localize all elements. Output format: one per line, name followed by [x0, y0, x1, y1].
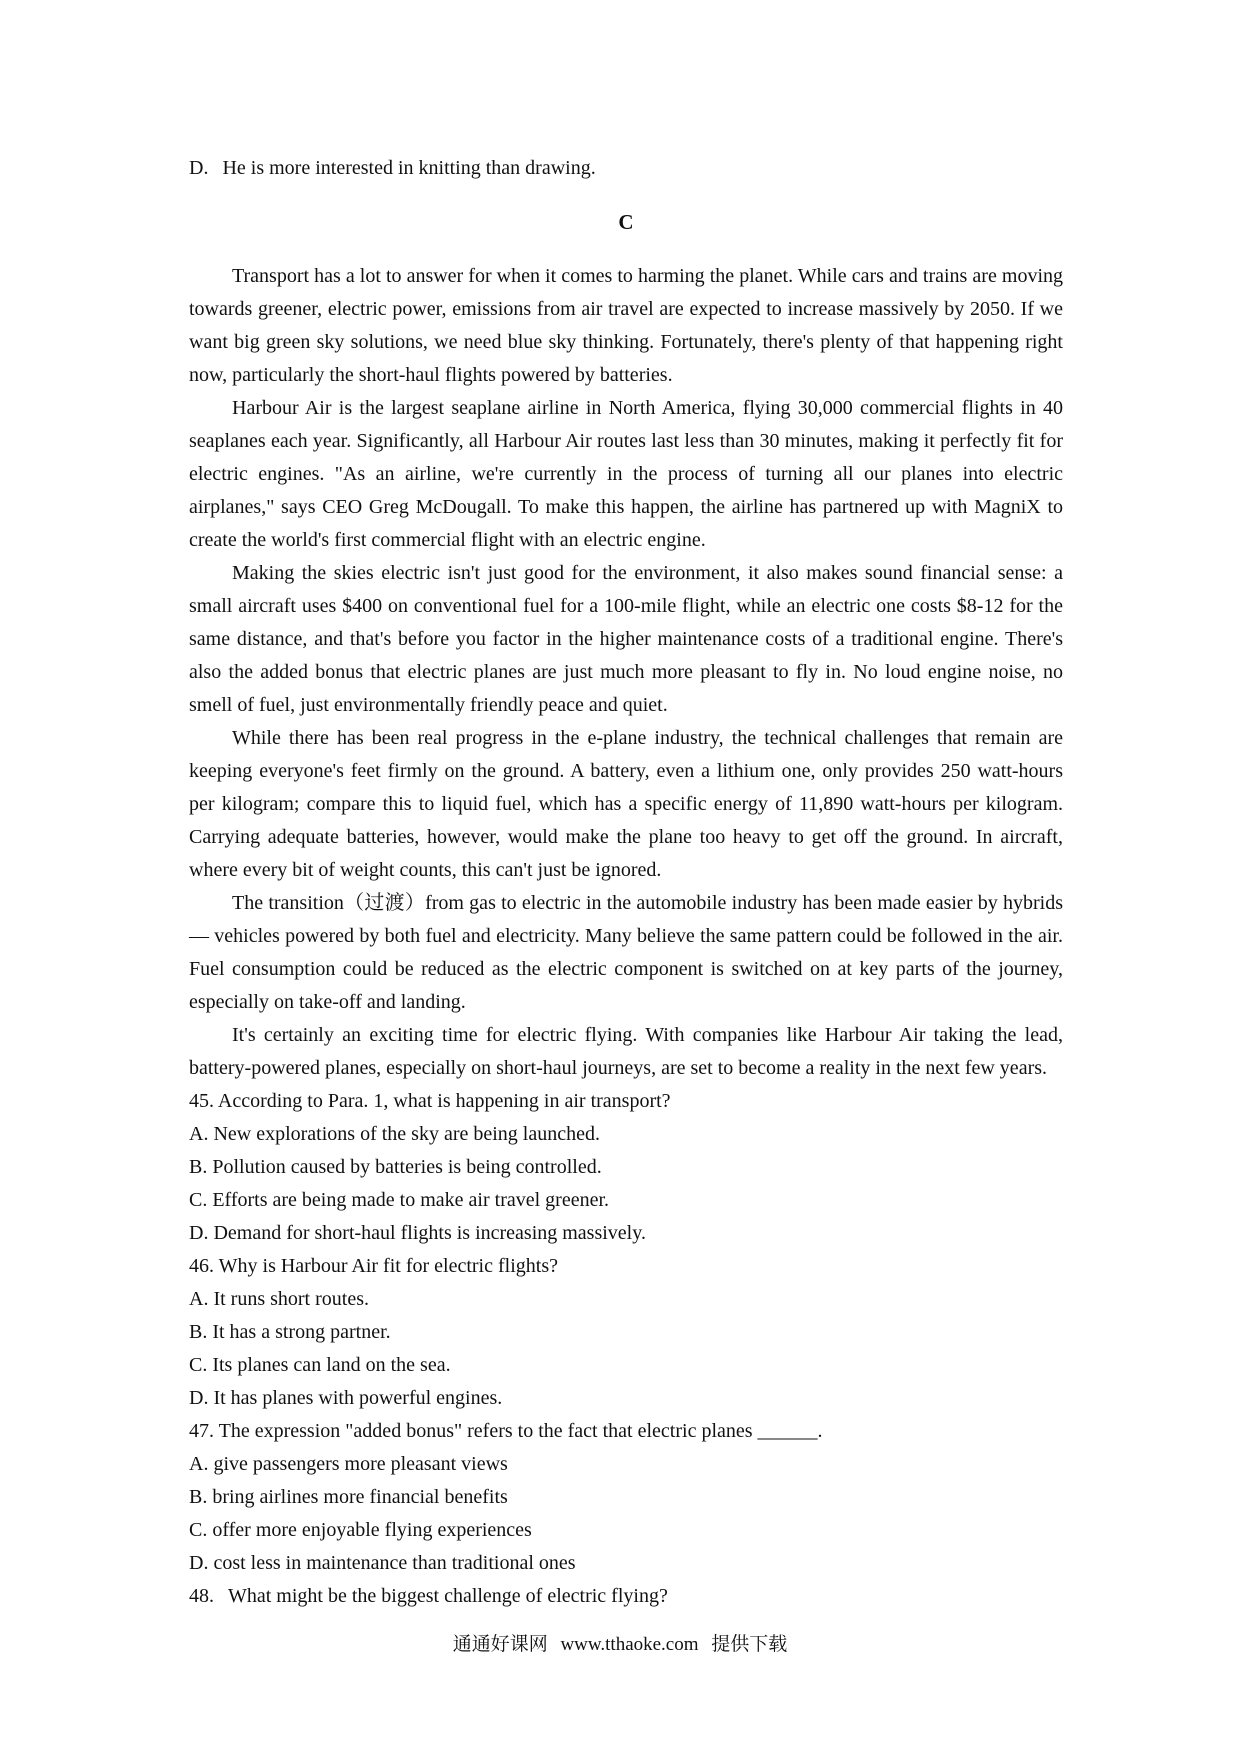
question-45 — [189, 1085, 1063, 1250]
paragraph-5: The transition（过渡）from gas to electric in the automobile industry has been made easier by hybrids — vehicles powered by both fuel and electricity. Many believe the same pattern could be followed in the air. Fuel consumption could be reduced as the electric component is switched on at key parts of the journey, especially on take-off and landing. — [189, 892, 1063, 1013]
question-option: C. offer more enjoyable flying experiences — [189, 1519, 532, 1541]
question-option: D. It has planes with powerful engines. — [189, 1387, 503, 1409]
question-option: C. Efforts are being made to make air travel greener. — [189, 1189, 610, 1211]
footer-download-text: 提供下载 — [711, 1634, 788, 1655]
page-footer — [0, 1633, 1240, 1657]
paragraph-1: Transport has a lot to answer for when it comes to harming the planet. While cars and trains are moving towards greener, electric power, emissions from air travel are expected to increase massively by 2050. If we want big green sky solutions, we need blue sky thinking. Fortunately, there's plenty of that happening right now, particularly the short-haul flights powered by batteries. — [189, 265, 1063, 386]
paragraph-6: It's certainly an exciting time for electric flying. With companies like Harbour Air taking the lead, battery-powered planes, especially on short-haul journeys, are set to become a reality in the next few years. — [189, 1024, 1063, 1079]
question-text: What might be the biggest challenge of electric flying? — [228, 1585, 668, 1607]
question-option: A. New explorations of the sky are being launched. — [189, 1123, 600, 1145]
carry-over-option — [189, 152, 1063, 185]
document-content — [189, 152, 1063, 1613]
question-option: D. cost less in maintenance than traditional ones — [189, 1552, 576, 1574]
question-option: A. It runs short routes. — [189, 1288, 369, 1310]
question-stem: 45. According to Para. 1, what is happening in air transport? — [189, 1090, 671, 1112]
question-option: A. give passengers more pleasant views — [189, 1453, 508, 1475]
question-number: 48. — [189, 1585, 214, 1607]
question-stem: 47. The expression "added bonus" refers to the fact that electric planes ______. — [189, 1420, 823, 1442]
question-stem: 46. Why is Harbour Air fit for electric flights? — [189, 1255, 558, 1277]
section-title: C — [618, 210, 634, 234]
question-option: C. Its planes can land on the sea. — [189, 1354, 451, 1376]
option-text: He is more interested in knitting than drawing. — [222, 157, 596, 179]
footer-site-name: 通通好课网 — [452, 1634, 548, 1655]
question-47 — [189, 1415, 1063, 1580]
paragraph-2: Harbour Air is the largest seaplane airline in North America, flying 30,000 commercial flights in 40 seaplanes each year. Significantly, all Harbour Air routes last less than 30 minutes, making it perfectly fit for electric engines. "As an airline, we're currently in the process of turning all our planes into electric airplanes," says CEO Greg McDougall. To make this happen, the airline has partnered up with MagniX to create the world's first commercial flight with an electric engine. — [189, 397, 1063, 551]
question-option: B. It has a strong partner. — [189, 1321, 391, 1343]
question-option: D. Demand for short-haul flights is increasing massively. — [189, 1222, 646, 1244]
paragraph-4: While there has been real progress in the e-plane industry, the technical challenges that remain are keeping everyone's feet firmly on the ground. A battery, even a lithium one, only provides 250 watt-hours per kilogram; compare this to liquid fuel, which has a specific energy of 11,890 watt-hours per kilogram. Carrying adequate batteries, however, would make the plane too heavy to get off the ground. In aircraft, where every bit of weight counts, this can't just be ignored. — [189, 727, 1063, 881]
question-48 — [189, 1580, 1063, 1613]
footer-url: www.tthaoke.com — [560, 1634, 699, 1655]
option-letter: D. — [189, 157, 209, 179]
question-option: B. Pollution caused by batteries is being controlled. — [189, 1156, 602, 1178]
question-option: B. bring airlines more financial benefits — [189, 1486, 508, 1508]
question-46 — [189, 1250, 1063, 1415]
paragraph-3: Making the skies electric isn't just good for the environment, it also makes sound financial sense: a small aircraft uses $400 on conventional fuel for a 100-mile flight, while an electric one costs $8-12 for the same distance, and that's before you factor in the higher maintenance costs of a traditional engine. There's also the added bonus that electric planes are just much more pleasant to fly in. No loud engine noise, no smell of fuel, just environmentally friendly peace and quiet. — [189, 562, 1063, 716]
